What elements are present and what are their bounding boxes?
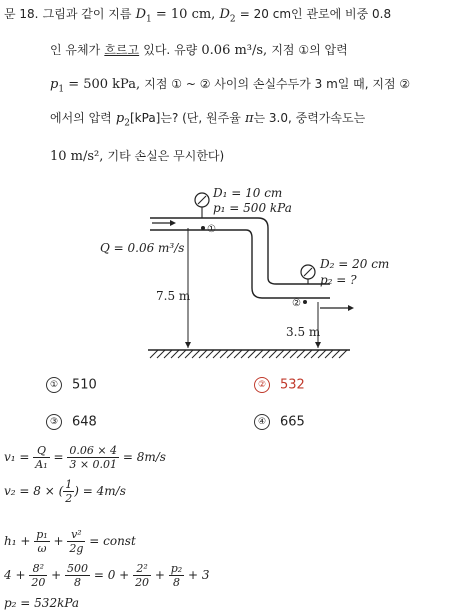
point-1-label: ① <box>207 224 216 235</box>
ground-hatch <box>150 350 347 358</box>
p1-label: p₁ = 500 kPa <box>213 201 292 215</box>
solution-calc: 4 + $\frac{\text{8²}}{20}$ + $\frac{500}{8}$ = 0 + $\frac{\text{2²}}{20}$ + $\frac{\text{p₂}}{8}$ + 3 <box>4 562 210 589</box>
d2-label: D₂ = 20 cm <box>320 257 390 271</box>
solution-v2: v₂ = 8 × ( $\frac{1}{2}$ ) = 4m/s <box>4 478 126 505</box>
question-line-1: 문 18. 그림과 같이 지름 $D_1 = 10$ cm, $D_2 = 20$ cm인 관로에 비중 0.8 <box>4 7 392 25</box>
solution-v1: v₁ = $\frac{Q}{\text{A₁}}$ = $\frac{0.06 \times 4}{3 \times 0.01}$ = 8m/s <box>4 444 166 471</box>
pipe-diagram <box>0 180 453 380</box>
solution-result: p₂ = 532kPa <box>4 596 80 610</box>
question-line-2: 인 유체가 흐르고 있다. 유량 0.06 m³/s, 지점 ①의 압력 <box>50 43 348 58</box>
choice-3[interactable]: ③ 648 <box>46 414 97 430</box>
question-line-3: $p_1 = 500$ kPa, 지점 ① ~ ② 사이의 손실수두가 3 m일 때, 지점 ② <box>50 77 411 95</box>
height-1-label: 7.5 m <box>156 289 191 303</box>
height-2-label: 3.5 m <box>286 325 321 339</box>
question-line-4: 에서의 압력 $p_2[kPa]$는? (단, 원주율 π는 3.0, 중력가속도는 <box>50 111 366 129</box>
p2-label: p₂ = ? <box>320 273 357 287</box>
flow-rate-label: Q = 0.06 m³/s <box>100 241 185 255</box>
choice-1[interactable]: ① 510 <box>46 377 97 393</box>
question-number: 문 18. <box>4 7 39 21</box>
question-line-5: 10 m/s², 기타 손실은 무시한다) <box>50 149 225 164</box>
choice-2[interactable]: ② 532 <box>254 377 305 393</box>
solution-bernoulli: h₁ + $\frac{\text{p₁}}{\omega}$ + $\frac{\text{v²}}{2g}$ = const <box>4 528 136 555</box>
point-2-label: ② <box>292 298 301 309</box>
d1-label: D₁ = 10 cm <box>213 186 283 200</box>
choice-4[interactable]: ④ 665 <box>254 414 305 430</box>
